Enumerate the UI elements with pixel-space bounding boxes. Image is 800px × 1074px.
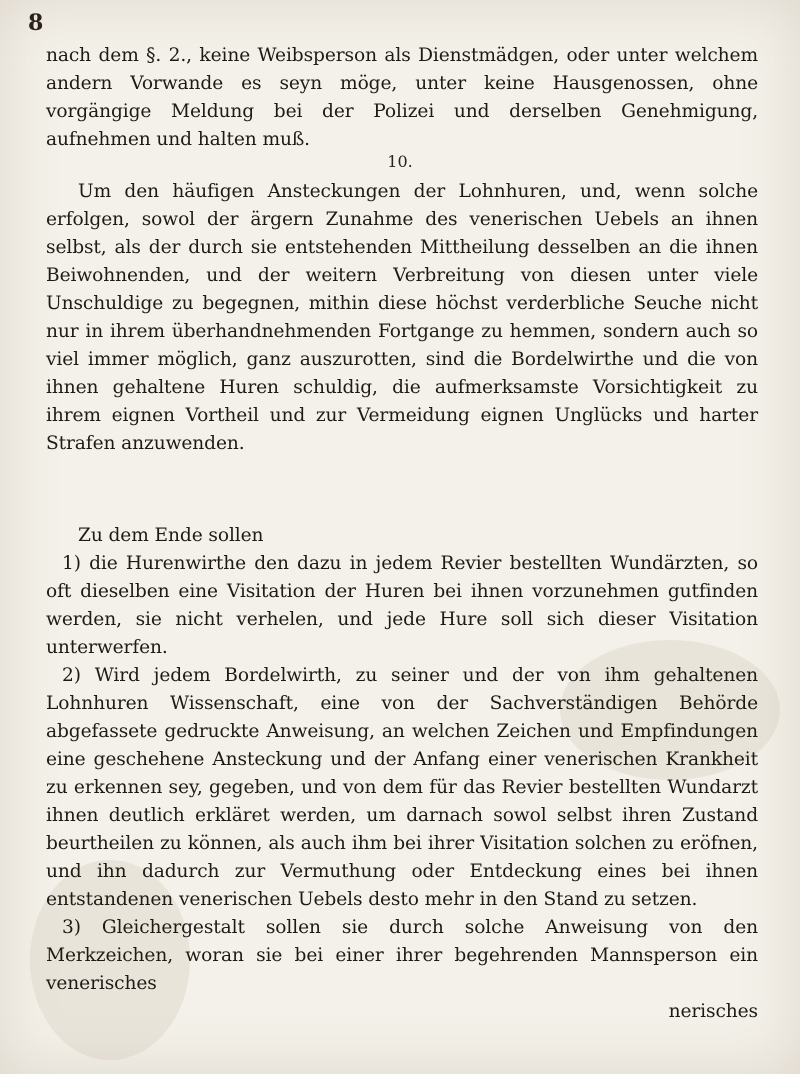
continuation-paragraph (46, 42, 758, 154)
page-number: 8 (28, 10, 44, 36)
list-item: 1) die Hurenwirthe den dazu in jedem Revier bestellten Wundärzten, so oft dieselben eine Visitation der Huren bei ihnen vorzunehmen gutfinden werden, sie nicht verhelen, und jede Hure soll sich dieser Visitation unterwerfen. (46, 553, 758, 658)
zu-dem-ende-line: Zu dem Ende sollen (78, 525, 264, 546)
list-item: 3) Gleichergestalt sollen sie durch solche Anweisung von den Merkzeichen, woran sie bei einer ihrer begehrenden Mannsperson ein venerisches (46, 917, 758, 994)
list-item: 2) Wird jedem Bordelwirth, zu seiner und der von ihm gehaltenen Lohnhuren Wissenschaft, eine von der Sachverständigen Behörde abgefassete gedruckte Anweisung, an welchen Zeichen und Empfindungen eine geschehene Ansteckung und der Anfang einer venerischen Krankheit zu erkennen sey, gegeben, und von dem für das Revier bestellten Wundarzt ihnen deutlich erkläret werden, um darnach sowol selbst ihren Zustand beurtheilen zu können, als auch ihm bei ihrer Visitation solchen zu eröfnen, und ihn dadurch zur Vermuthung oder Entdeckung eines bei ihnen entstandenen venerischen Uebels desto mehr in den Stand zu setzen. (46, 665, 758, 910)
section-number: 10. (387, 152, 413, 171)
intro-paragraph (46, 178, 758, 458)
catchword: nerisches (668, 1001, 758, 1022)
continuation-text: nach dem §. 2., keine Weibsperson als Dienstmädgen, oder unter welchem andern Vorwande es seyn möge, unter keine Hausgenossen, ohne vorgängige Meldung bei der Polizei und derselben Genehmigung, aufnehmen und halten muß. (46, 45, 758, 150)
intro-text: Um den häufigen Ansteckungen der Lohnhuren, und, wenn solche erfolgen, sowol der ärgern Zunahme des venerischen Uebels an ihnen selbst, als der durch sie entstehenden Mittheilung desselben an die ihnen Beiwohnenden, und der weitern Verbreitung von diesen unter viele Unschuldige zu begegnen, mithin diese höchst verderbliche Seuche nicht nur in ihrem überhandnehmenden Fortgange zu hemmen, sondern auch so viel immer möglich, ganz auszurotten, sind die Bordelwirthe und die von ihnen gehaltene Huren schuldig, die aufmerksamste Vorsichtigkeit zu ihrem eignen Vortheil und zur Vermeidung eignen Unglücks und harter Strafen anzuwenden. (46, 181, 758, 454)
provisions-section (46, 522, 758, 1026)
